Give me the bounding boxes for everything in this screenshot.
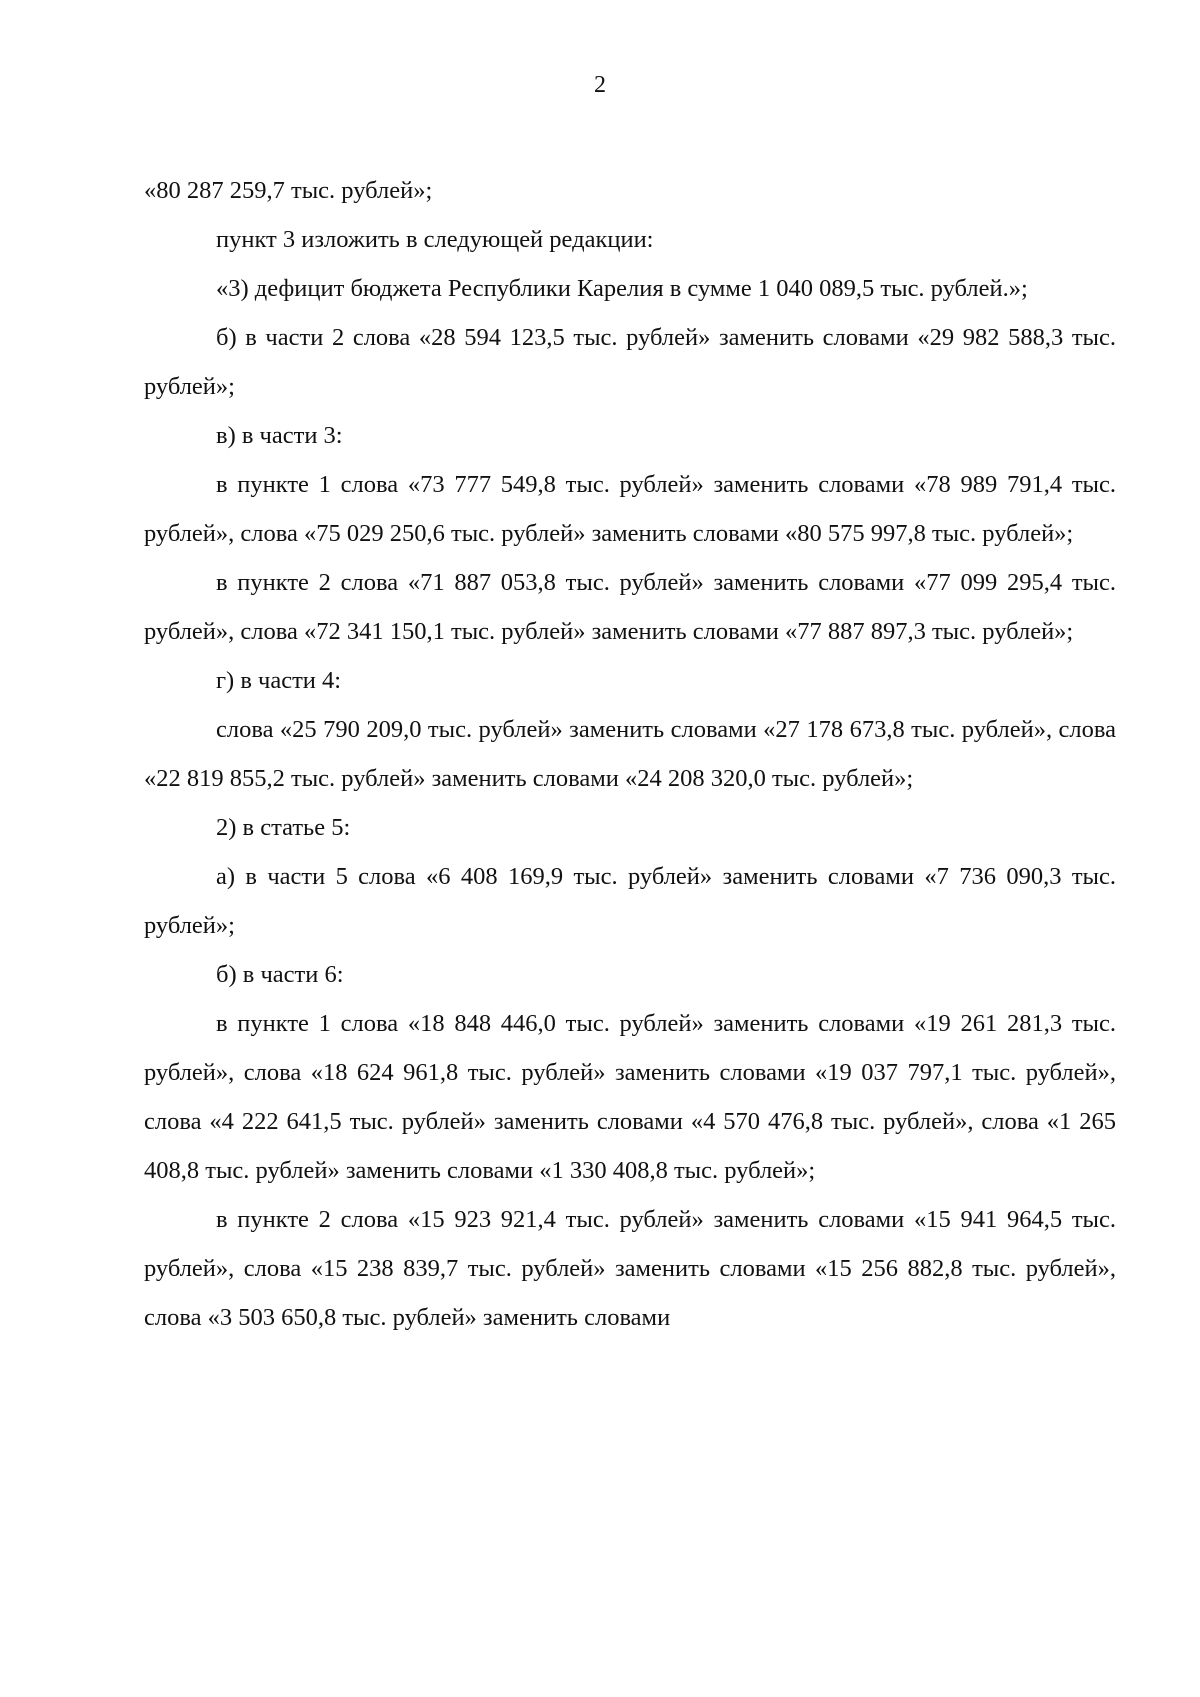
paragraph: в пункте 2 слова «71 887 053,8 тыс. рублей» заменить словами «77 099 295,4 тыс. рублей», слова «72 341 150,1 тыс. рублей» заменить словами «77 887 897,3 тыс. рублей»; — [144, 569, 1116, 645]
paragraph: б) в части 2 слова «28 594 123,5 тыс. рублей» заменить словами «29 982 588,3 тыс. рублей»; — [144, 324, 1116, 400]
paragraph: слова «25 790 209,0 тыс. рублей» заменить словами «27 178 673,8 тыс. рублей», слова «22 819 855,2 тыс. рублей» заменить словами «24 208 320,0 тыс. рублей»; — [144, 716, 1116, 792]
paragraph: пункт 3 изложить в следующей редакции: — [216, 226, 654, 253]
paragraph: в пункте 1 слова «18 848 446,0 тыс. рублей» заменить словами «19 261 281,3 тыс. рублей», слова «18 624 961,8 тыс. рублей» заменить словами «19 037 797,1 тыс. рублей», слова «4 222 641,5 тыс. рублей» заменить словами «4 570 476,8 тыс. рублей», слова «1 265 408,8 тыс. рублей» заменить словами «1 330 408,8 тыс. рублей»; — [144, 1010, 1116, 1184]
paragraph: «3) дефицит бюджета Республики Карелия в сумме 1 040 089,5 тыс. рублей.»; — [216, 275, 1028, 302]
paragraph: в пункте 1 слова «73 777 549,8 тыс. рублей» заменить словами «78 989 791,4 тыс. рублей», слова «75 029 250,6 тыс. рублей» заменить словами «80 575 997,8 тыс. рублей»; — [144, 471, 1116, 547]
paragraph: а) в части 5 слова «6 408 169,9 тыс. рублей» заменить словами «7 736 090,3 тыс. рублей»; — [144, 863, 1116, 939]
paragraph: в пункте 2 слова «15 923 921,4 тыс. рублей» заменить словами «15 941 964,5 тыс. рублей», слова «15 238 839,7 тыс. рублей» заменить словами «15 256 882,8 тыс. рублей», слова «3 503 650,8 тыс. рублей» заменить словами — [144, 1206, 1116, 1331]
paragraph: 2) в статье 5: — [216, 814, 351, 841]
paragraph: б) в части 6: — [216, 961, 344, 988]
paragraph: «80 287 259,7 тыс. рублей»; — [144, 177, 433, 204]
paragraph: г) в части 4: — [216, 667, 342, 694]
paragraph: в) в части 3: — [216, 422, 343, 449]
document-body — [144, 166, 1116, 1342]
page-number: 2 — [594, 72, 606, 98]
